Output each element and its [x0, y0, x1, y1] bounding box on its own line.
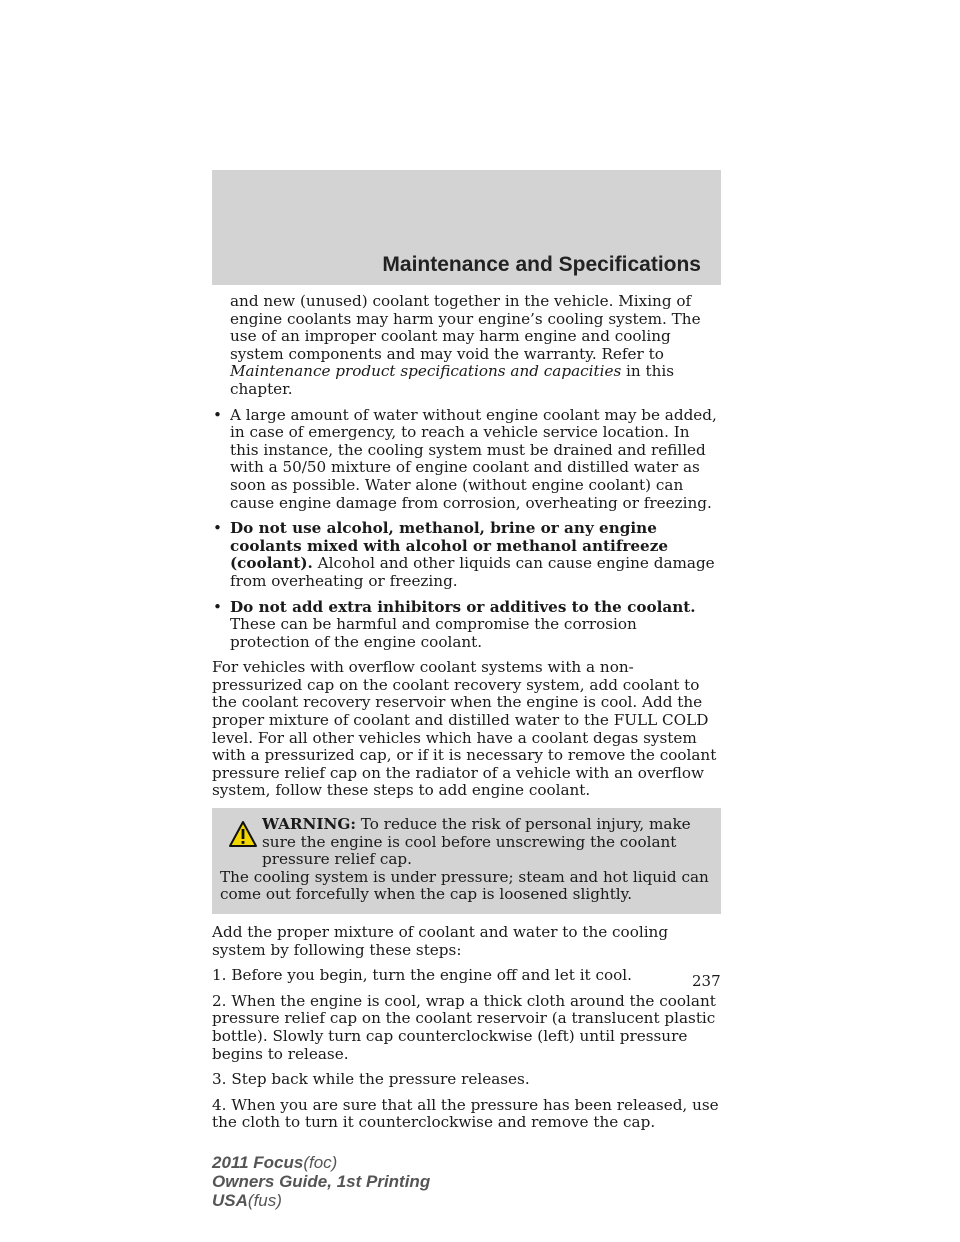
bullet-item: • A large amount of water without engine coolant may be added, in case of emergency, to reach a vehicle service location. In this instance, the cooling system must be drained and refilled with a 50/50 mixture of engine coolant and distilled water as soon as possible. Water alone (without engine coolant) can cause engine damage from corrosion, overheating or freezing.: [213, 405, 717, 512]
page-body: [212, 293, 721, 1140]
steps-intro: Add the proper mixture of coolant and water to the cooling system by following these steps:: [212, 923, 669, 959]
step-item: 2. When the engine is cool, wrap a thick cloth around the coolant pressure relief cap on the coolant reservoir (a translucent plastic bottle). Slowly turn cap counterclockwise (left) until pressure begins to release.: [212, 991, 716, 1063]
section-title: Maintenance and Specifications: [382, 253, 701, 276]
warning-label: WARNING:: [262, 815, 356, 834]
header-band: [212, 170, 721, 285]
bullet-dot: •: [213, 597, 222, 616]
cross-reference: Maintenance product specifications and capacities: [230, 362, 622, 381]
warning-text-continued: The cooling system is under pressure; steam and hot liquid can come out forcefully when the cap is loosened slightly.: [220, 867, 709, 904]
bullet-item: • Do not add extra inhibitors or additives to the coolant. These can be harmful and compromise the corrosion protection of the engine coolant.: [213, 597, 696, 651]
bullet-dot: •: [213, 519, 222, 538]
warning-triangle-icon: [228, 820, 258, 848]
page-number: 237: [692, 972, 721, 990]
step-item: 1. Before you begin, turn the engine off and let it cool.: [212, 966, 632, 985]
bullet-dot: •: [213, 405, 222, 424]
step-item: 4. When you are sure that all the pressure has been released, use the cloth to turn it counterclockwise and remove the cap.: [212, 1095, 719, 1132]
overflow-paragraph: For vehicles with overflow coolant systems with a non-pressurized cap on the coolant recovery system, add coolant to the coolant recovery reservoir when the engine is cool. Add the proper mixture of coolant and distilled water to the FULL COLD level. For all other vehicles which have a coolant degas system with a pressurized cap, or if it is necessary to remove the coolant pressure relief cap on the radiator of a vehicle with an overflow system, follow these steps to add engine coolant.: [212, 658, 717, 800]
footer: 2011 Focus(foc) Owners Guide, 1st Printing USA(fus): [212, 1153, 431, 1210]
warning-box: [212, 808, 721, 914]
step-item: 3. Step back while the pressure releases.: [212, 1070, 530, 1089]
continued-paragraph: and new (unused) coolant together in the vehicle. Mixing of engine coolants may harm your engine’s cooling system. The use of an improper coolant may harm engine and cooling system components and may void the warranty. Refer to Maintenance product specifications and capacities in this chapter.: [230, 292, 701, 398]
warning-text: To reduce the risk of personal injury, make sure the engine is cool before unscrewing the coolant pressure relief cap.: [262, 815, 691, 869]
bullet-item: • Do not use alcohol, methanol, brine or any engine coolants mixed with alcohol or methanol antifreeze (coolant). Alcohol and other liquids can cause engine damage from overheating or freezing.: [213, 519, 715, 590]
